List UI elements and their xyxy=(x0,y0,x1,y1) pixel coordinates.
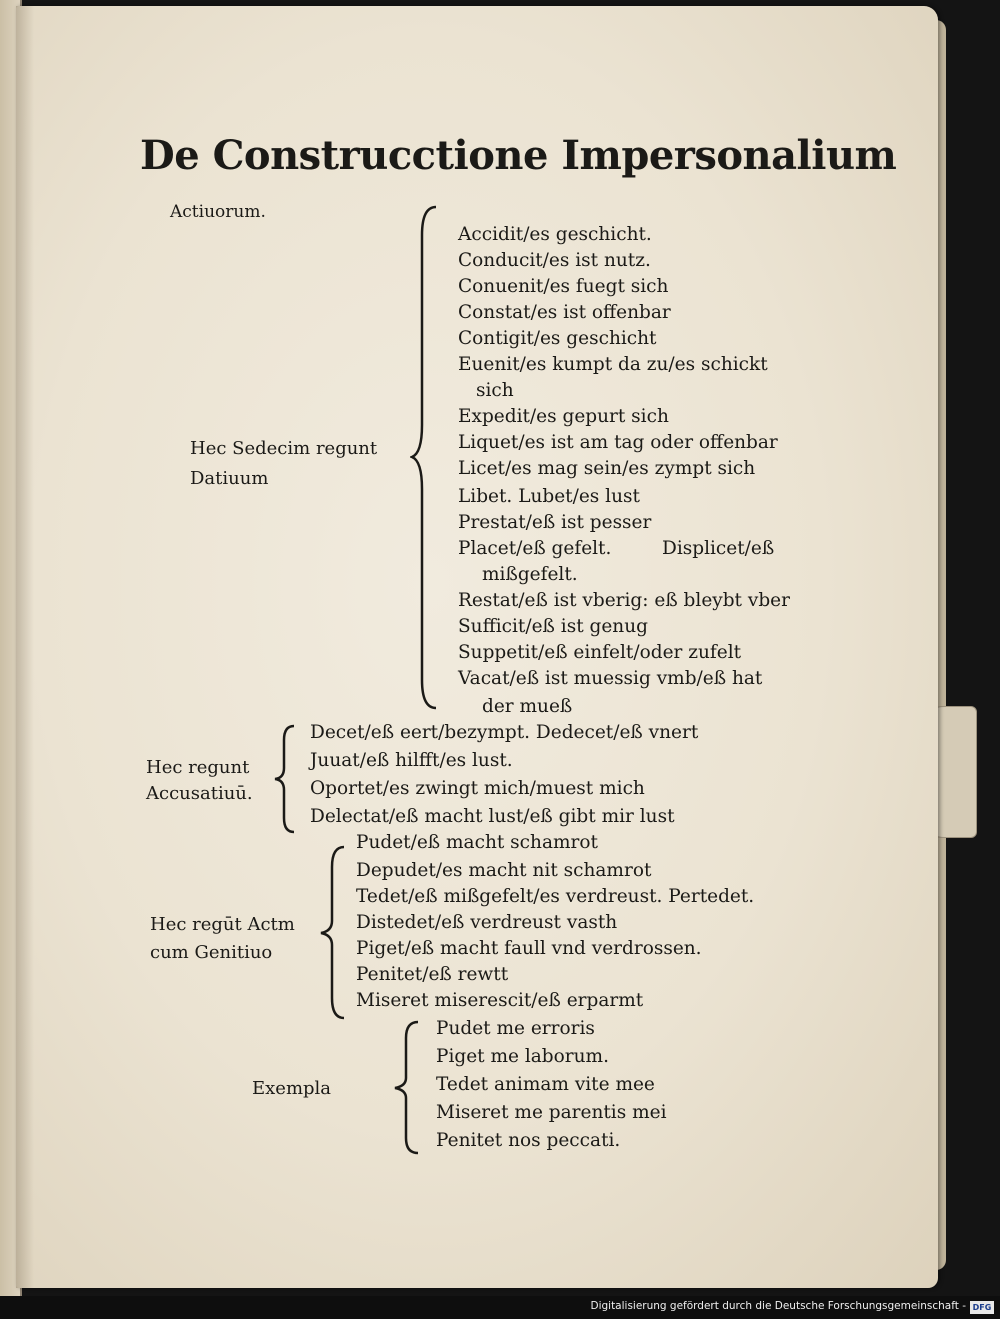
dativum-line: Constat/es ist offenbar xyxy=(458,302,671,323)
accusativum-line: Juuat/eß hilfft/es lust. xyxy=(310,750,513,771)
dativum-line: Suppetit/eß einfelt/oder zufelt xyxy=(458,642,742,663)
genitivum-line: Pudet/eß macht schamrot xyxy=(356,832,598,853)
exempla-line: Pudet me erroris xyxy=(436,1018,595,1039)
exempla-line: Miseret me parentis mei xyxy=(436,1102,667,1123)
accusativum-line: Delectat/eß macht lust/eß gibt mir lust xyxy=(310,806,675,827)
dativum-line: Conuenit/es fuegt sich xyxy=(458,276,669,297)
dativum-line: Restat/eß ist vberig: eß bleybt vber xyxy=(458,590,790,611)
genitivum-line: Distedet/eß verdreust vasth xyxy=(356,912,618,933)
exempla-line: Penitet nos peccati. xyxy=(436,1130,621,1151)
dativum-line: Euenit/es kumpt da zu/es schickt xyxy=(458,354,768,375)
dativum-line: Libet. Lubet/es lust xyxy=(458,486,640,507)
dativum-line: Placet/eß gefelt. xyxy=(458,538,612,559)
exempla-line: Tedet animam vite mee xyxy=(436,1074,655,1095)
genitivum-line: Depudet/es macht nit schamrot xyxy=(356,860,652,881)
dativum-line: Sufficit/eß ist genug xyxy=(458,616,648,637)
dativum-line: Accidit/es geschicht. xyxy=(458,224,652,245)
group-label-accusativum-2: Accusatiuū. xyxy=(146,783,253,804)
dativum-line: Licet/es mag sein/es zympt sich xyxy=(458,458,756,479)
gutter-shadow xyxy=(16,6,34,1288)
page-subtitle: Actiuorum. xyxy=(170,202,266,222)
genitivum-line: Penitet/eß rewtt xyxy=(356,964,509,985)
genitivum-line: Miseret miserescit/eß erparmt xyxy=(356,990,644,1011)
accusativum-line: Decet/eß eert/bezympt. Dedecet/eß vnert xyxy=(310,722,699,743)
group-label-accusativum-1: Hec regunt xyxy=(146,757,250,778)
group-label-genitivum-2: cum Genitiuo xyxy=(150,942,273,963)
accusativum-line: Oportet/es zwingt mich/muest mich xyxy=(310,778,645,799)
group-label-exempla: Exempla xyxy=(252,1078,332,1099)
genitivum-line: Tedet/eß mißgefelt/es verdreust. Pertedet. xyxy=(356,886,755,907)
dativum-line: Conducit/es ist nutz. xyxy=(458,250,651,271)
brace-dativum xyxy=(410,205,440,710)
genitivum-line: Piget/eß macht faull vnd verdrossen. xyxy=(356,938,702,959)
dativum-line: Prestat/eß ist pesser xyxy=(458,512,652,533)
dativum-line: Vacat/eß ist muessig vmb/eß hat xyxy=(458,668,763,689)
dfg-logo: DFG xyxy=(970,1301,994,1314)
brace-exempla xyxy=(392,1020,422,1155)
exempla-line: Piget me laborum. xyxy=(436,1046,609,1067)
dativum-line-displicet: Displicet/eß xyxy=(662,538,775,559)
brace-genitivum xyxy=(318,845,348,1020)
dativum-line: Contigit/es geschicht xyxy=(458,328,657,349)
dativum-line: sich xyxy=(476,380,514,401)
footer-credit: Digitalisierung gefördert durch die Deutsche Forschungsgemeinschaft - xyxy=(590,1300,966,1312)
page-title: De Construcctione Impersonalium xyxy=(140,132,897,179)
group-label-dativum-1: Hec Sedecim regunt xyxy=(190,438,378,459)
dativum-line: mißgefelt. xyxy=(482,564,578,585)
group-label-dativum-2: Datiuum xyxy=(190,468,269,489)
brace-accusativum xyxy=(272,724,298,834)
dativum-line: Expedit/es gepurt sich xyxy=(458,406,669,427)
dativum-line: der mueß xyxy=(482,696,573,717)
dativum-line: Liquet/es ist am tag oder offenbar xyxy=(458,432,778,453)
group-label-genitivum-1: Hec regūt Actm xyxy=(150,914,295,935)
